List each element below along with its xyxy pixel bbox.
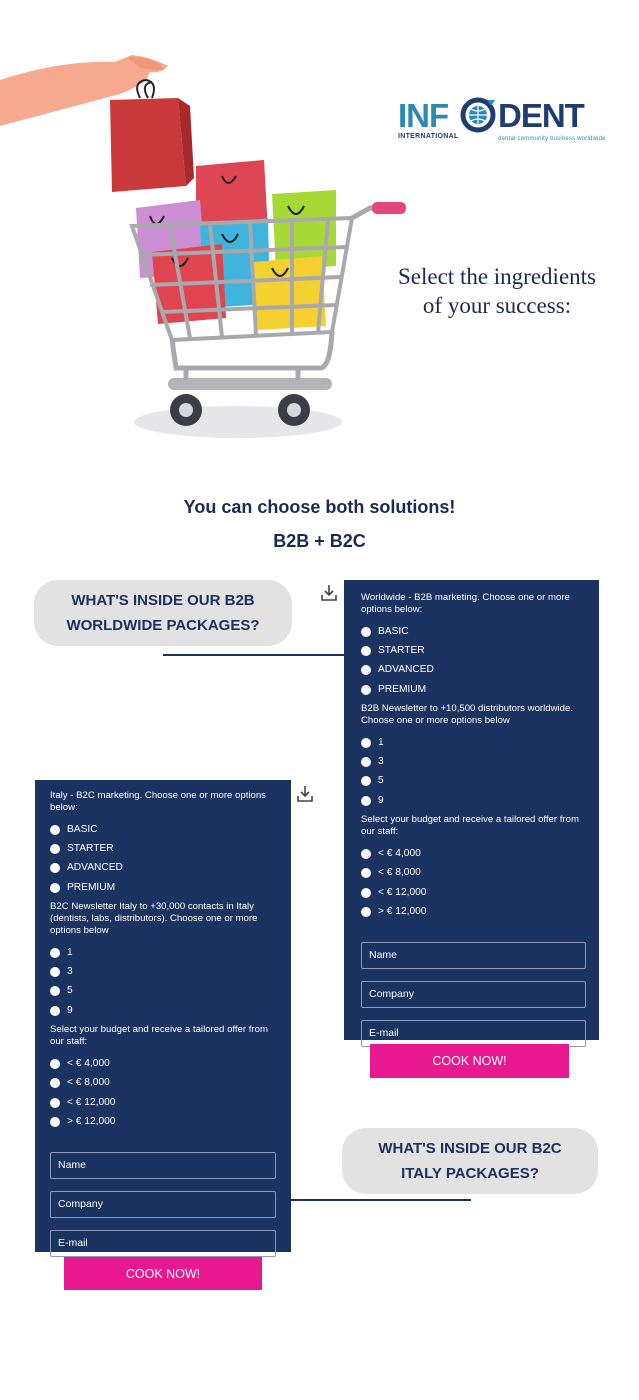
radio-icon[interactable] xyxy=(361,888,371,898)
b2c-package-option[interactable]: PREMIUM xyxy=(50,878,276,897)
choose-line1: You can choose both solutions! xyxy=(183,497,456,517)
radio-icon[interactable] xyxy=(50,1078,60,1088)
choose-both-heading xyxy=(0,490,639,558)
brand-tagline: dental community business worldwide xyxy=(498,136,606,142)
download-icon[interactable] xyxy=(295,784,315,804)
b2c-newsletter-option[interactable]: 5 xyxy=(50,982,276,1001)
radio-icon[interactable] xyxy=(50,863,60,873)
radio-icon[interactable] xyxy=(361,868,371,878)
b2b-cook-now-button[interactable]: COOK NOW! xyxy=(370,1044,569,1078)
radio-icon[interactable] xyxy=(50,844,60,854)
b2c-bubble-line1: WHAT'S INSIDE OUR B2C xyxy=(378,1140,562,1157)
b2b-intro: Worldwide - B2B marketing. Choose one or more options below: xyxy=(361,592,570,615)
b2b-newsletter-option[interactable]: 9 xyxy=(361,791,586,810)
b2c-intro: Italy - B2C marketing. Choose one or more options below: xyxy=(50,790,266,813)
b2b-budget-option[interactable]: < € 4,000 xyxy=(361,844,586,863)
b2b-budget-label: Select your budget and receive a tailored offer from our staff: xyxy=(361,814,579,838)
b2b-package-option[interactable]: STARTER xyxy=(361,641,586,660)
b2b-bubble-line2: WORLDWIDE PACKAGES? xyxy=(66,617,260,634)
b2b-package-option[interactable]: PREMIUM xyxy=(361,680,586,699)
radio-icon[interactable] xyxy=(50,948,60,958)
b2b-budget-option[interactable]: < € 12,000 xyxy=(361,883,586,902)
radio-icon[interactable] xyxy=(361,849,371,859)
b2c-packages-bubble xyxy=(342,1128,598,1194)
b2b-packages-bubble xyxy=(34,580,292,646)
b2c-bubble-line2: ITALY PACKAGES? xyxy=(401,1165,539,1182)
b2c-budget-option[interactable]: < € 4,000 xyxy=(50,1054,276,1073)
b2c-email-field[interactable]: E-mail xyxy=(50,1230,276,1257)
b2c-package-option[interactable]: ADVANCED xyxy=(50,859,276,878)
globe-icon xyxy=(459,96,497,134)
radio-icon[interactable] xyxy=(50,1006,60,1016)
brand-name-left: INF xyxy=(398,97,449,134)
radio-icon[interactable] xyxy=(50,825,60,835)
b2c-cook-now-button[interactable]: COOK NOW! xyxy=(64,1257,262,1290)
b2c-company-field[interactable]: Company xyxy=(50,1191,276,1218)
b2c-budget-option[interactable]: < € 8,000 xyxy=(50,1074,276,1093)
radio-icon[interactable] xyxy=(361,757,371,767)
b2c-budget-option[interactable]: > € 12,000 xyxy=(50,1112,276,1131)
radio-icon[interactable] xyxy=(361,665,371,675)
headline-line2: of your success: xyxy=(422,293,572,318)
b2b-bubble-line1: WHAT'S INSIDE OUR B2B xyxy=(71,592,255,609)
download-icon[interactable] xyxy=(319,583,339,603)
radio-icon[interactable] xyxy=(361,738,371,748)
headline xyxy=(352,262,639,320)
b2c-newsletter-option[interactable]: 1 xyxy=(50,943,276,962)
b2b-newsletter-option[interactable]: 5 xyxy=(361,772,586,791)
b2b-newsletter-option[interactable]: 1 xyxy=(361,733,586,752)
b2c-connector-line xyxy=(291,1199,471,1201)
radio-icon[interactable] xyxy=(361,627,371,637)
b2c-newsletter-label: B2C Newsletter Italy to +30,000 contacts in Italy (dentists, labs, distributors). Choose one or more options below xyxy=(50,901,258,937)
b2c-form xyxy=(35,780,291,1252)
b2b-budget-option[interactable]: < € 8,000 xyxy=(361,864,586,883)
radio-icon[interactable] xyxy=(361,685,371,695)
brand-international: INTERNATIONAL xyxy=(398,133,459,140)
b2b-newsletter-option[interactable]: 3 xyxy=(361,752,586,771)
shopping-cart-illustration xyxy=(0,0,639,460)
b2c-package-option[interactable]: STARTER xyxy=(50,839,276,858)
radio-icon[interactable] xyxy=(50,1059,60,1069)
b2b-name-field[interactable]: Name xyxy=(361,942,586,969)
b2b-email-field[interactable]: E-mail xyxy=(361,1020,586,1047)
b2c-newsletter-option[interactable]: 9 xyxy=(50,1001,276,1020)
radio-icon[interactable] xyxy=(50,883,60,893)
radio-icon[interactable] xyxy=(361,776,371,786)
headline-line1: Select the ingredients xyxy=(398,264,596,289)
radio-icon[interactable] xyxy=(50,967,60,977)
radio-icon[interactable] xyxy=(361,646,371,656)
radio-icon[interactable] xyxy=(361,796,371,806)
radio-icon[interactable] xyxy=(361,907,371,917)
b2c-newsletter-option[interactable]: 3 xyxy=(50,962,276,981)
b2c-budget-label: Select your budget and receive a tailored offer from our staff: xyxy=(50,1024,268,1048)
b2b-connector-line xyxy=(163,654,345,656)
b2c-budget-option[interactable]: < € 12,000 xyxy=(50,1093,276,1112)
b2c-name-field[interactable]: Name xyxy=(50,1152,276,1179)
b2c-package-option[interactable]: BASIC xyxy=(50,820,276,839)
b2b-budget-option[interactable]: > € 12,000 xyxy=(361,902,586,921)
radio-icon[interactable] xyxy=(50,1098,60,1108)
brand-logo xyxy=(398,98,608,146)
b2b-package-option[interactable]: BASIC xyxy=(361,622,586,641)
radio-icon[interactable] xyxy=(50,1117,60,1127)
b2b-package-option[interactable]: ADVANCED xyxy=(361,661,586,680)
b2b-company-field[interactable]: Company xyxy=(361,981,586,1008)
choose-line2: B2B + B2C xyxy=(273,531,366,551)
brand-name-right: DENT xyxy=(498,97,584,134)
b2b-newsletter-label: B2B Newsletter to +10,500 distributors worldwide. Choose one or more options below xyxy=(361,703,573,727)
radio-icon[interactable] xyxy=(50,986,60,996)
b2b-form xyxy=(344,580,599,1040)
